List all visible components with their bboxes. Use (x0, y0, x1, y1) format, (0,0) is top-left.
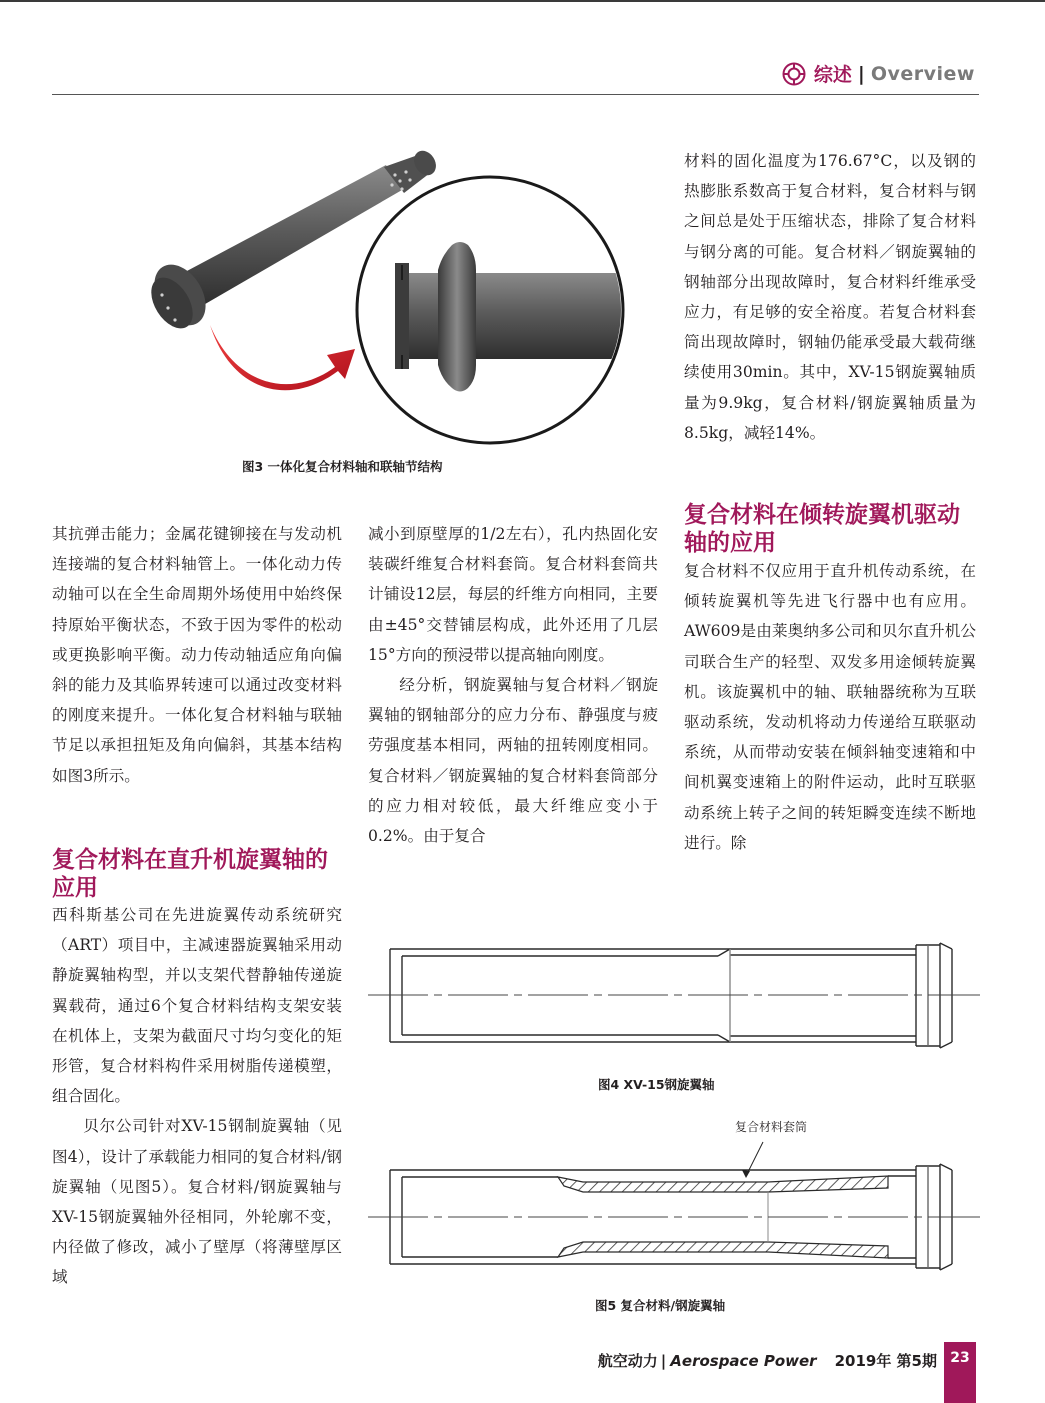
column-left-top (52, 519, 342, 791)
section-category: 综述 (813, 64, 852, 86)
journal-logo-icon (782, 62, 806, 86)
top-rule (0, 0, 1045, 2)
header-rule (52, 94, 979, 95)
journal-name-cn: 航空动力 (597, 1352, 658, 1370)
section-english: Overview (870, 62, 975, 85)
paragraph: 贝尔公司针对XV-15钢制旋翼轴（见图4），设计了承载能力相同的复合材料/钢旋翼轴（见图5）。复合材料/钢旋翼轴与XV-15钢旋翼轴外径相同，外轮廓不变，内径做了修改，减小了壁厚（将薄壁厚区域 (52, 1117, 342, 1287)
header-separator: | (857, 62, 865, 85)
figure4-drawing (368, 925, 980, 1065)
paragraph: 复合材料不仅应用于直升机传动系统，在倾转旋翼机等先进飞行器中也有应用。AW609是由莱奥纳多公司和贝尔直升机公司联合生产的轻型、双发多用途倾转旋翼机。该旋翼机中的轴、联轴器统称为互联驱动系统，发动机将动力传递给互联驱动系统，从而带动安装在倾斜轴变速箱和中间机翼变速箱上的附件运动，此时互联驱动系统上转子之间的转矩瞬变连续不断地进行。除 (684, 562, 976, 852)
figure3-caption: 图3 一体化复合材料轴和联轴节结构 (242, 459, 443, 474)
zoom-arrow (210, 325, 355, 390)
figure3-image (140, 145, 650, 445)
column-middle (368, 519, 658, 851)
column-left-bottom (52, 900, 342, 1293)
column-right-bottom (684, 556, 976, 858)
page-number: 23 (944, 1342, 976, 1403)
paragraph: 减小到原壁厚的1/2左右），孔内热固化安装碳纤维复合材料套筒。复合材料套筒共计铺设12层，每层的纤维方向相同，主要由±45°交替铺层构成，此外还用了几层15°方向的预浸带以提高轴向刚度。 (368, 525, 658, 664)
column-right-top (684, 146, 976, 448)
issue-number: 2019年 第5期 (834, 1352, 937, 1370)
paragraph: 经分析，钢旋翼轴与复合材料／钢旋翼轴的钢轴部分的应力分布、静强度与疲劳强度基本相同，两轴的扭转刚度相同。复合材料／钢旋翼轴的复合材料套筒部分的应力相对较低，最大纤维应变小于0.2%。由于复合 (368, 676, 658, 846)
paragraph: 材料的固化温度为176.67°C，以及钢的热膨胀系数高于复合材料，复合材料与钢之间总是处于压缩状态，排除了复合材料与钢分离的可能。复合材料／钢旋翼轴的钢轴部分出现故障时，复合材料纤维承受应力，有足够的安全裕度。若复合材料套筒出现故障时，钢轴仍能承受最大载荷继续使用30min。其中，XV-15钢旋翼轴质量为9.9kg，复合材料/钢旋翼轴质量为8.5kg，减轻14%。 (684, 152, 976, 442)
figure4-caption: 图4 XV-15钢旋翼轴 (598, 1077, 715, 1092)
section-heading-tiltrotor: 复合材料在倾转旋翼机驱动轴的应用 (684, 502, 960, 556)
figure5-label: 复合材料套筒 (735, 1120, 808, 1134)
journal-name-en: Aerospace Power (670, 1351, 817, 1370)
figure5-drawing (368, 1140, 980, 1290)
running-header (782, 60, 975, 87)
coupling-detail-zoom (357, 177, 650, 443)
figure5-caption: 图5 复合材料/钢旋翼轴 (595, 1298, 726, 1313)
section-heading-helicopter: 复合材料在直升机旋翼轴的应用 (52, 847, 328, 901)
paragraph: 其抗弹击能力；金属花键铆接在与发动机连接端的复合材料轴管上。一体化动力传动轴可以在全生命周期外场使用中始终保持原始平衡状态，不致于因为零件的松动或更换影响平衡。动力传动轴适应角向偏斜的能力及其临界转速可以通过改变材料的刚度来提升。一体化复合材料轴与联轴节足以承担扭矩及角向偏斜，其基本结构如图3所示。 (52, 525, 342, 785)
paragraph: 西科斯基公司在先进旋翼传动系统研究（ART）项目中，主减速器旋翼轴采用动静旋翼轴构型，并以支架代替静轴传递旋翼载荷，通过6个复合材料结构支架安装在机体上，支架为截面尺寸均匀变化的矩形管，复合材料构件采用树脂传递模塑，组合固化。 (52, 906, 342, 1106)
footer-separator: | (660, 1351, 667, 1370)
running-footer (598, 1350, 937, 1371)
